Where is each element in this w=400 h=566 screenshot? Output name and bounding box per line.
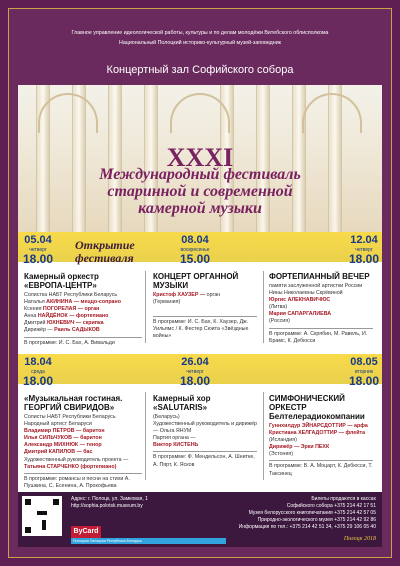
event-time: 18.00 [23,374,54,388]
event-program: В программе: И. С. Бах, А. Вивальди [24,339,115,346]
event-line: Партия органа — [153,435,196,442]
event-line: (Германия) [153,299,181,306]
event-date: 18.04 [24,356,52,368]
performer-name: Дмитрий [24,320,46,327]
event-line: Художественный руководитель и дирижёр — Ольга ЯНУМ [153,421,257,435]
event-line [24,299,142,306]
hall-title: Концертный зал Софийского собора [106,64,294,76]
event-line: Кристиана ХЕЛГАДОТТИР — флейта [269,430,366,437]
event-card [153,394,257,469]
event-line: Юргис АЛЕКНАВИЧЮС [269,297,331,304]
event-title: ФОРТЕПИАННЫЙ ВЕЧЕР [269,272,370,281]
year-label: Полоцк 2018 [343,536,376,542]
performer-name: Наталья [24,299,45,306]
event-card [24,272,142,347]
event-time: 15.00 [180,252,211,266]
event-line: Дмитрий КАПИЛОВ — бас [24,449,93,456]
ticket-line: Музея белорусского книгопечатания +375 214 42 57 05 [248,510,376,516]
footer-address-block [71,496,221,510]
performer-role: Раиль САДЫКОВ [54,327,100,334]
event-line: Гуннхилдур ЭЙНАРСДОТТИР — арфа [269,423,368,429]
event-line: Художественный руководитель проекта — [24,456,129,463]
event-program: В программе: романсы и песни на стихи А. Пушкина, С. Есенина, А. Прокофьева [24,475,130,489]
qr-code [22,496,62,536]
event-time: 18.00 [23,252,54,266]
event-program: В программе: В. А. Моцарт, К. Дебюсси, Т. Таксинец [269,463,373,477]
event-title: СИМФОНИЧЕСКИЙ ОРКЕСТР Белтелерадиокомпании [269,394,365,421]
festival-title-line-3: камерной музыки [138,200,262,217]
event-line: Татьяна СТАРЧЕНКО (фортепиано) [24,463,117,470]
event-title: КОНЦЕРТ ОРГАННОЙ МУЗЫКИ [153,272,239,290]
ticket-line: Природно-экологического музея +375 214 42 92 86 [257,517,376,523]
program-divider [153,316,257,317]
performer-name: Кристоф ХАУЗЕР — [153,292,206,298]
event-line: Народный артист Беларуси [24,421,92,428]
festival-title-line-1: Международный фестиваль [99,166,301,183]
festival-title-line-2: старинной и современной [107,183,293,200]
website-link[interactable]: http://sophia.polotsk.museum.by [71,503,143,509]
performer-role: НАЙДЁНОК — фортепиано [37,313,109,320]
event-day: среда [31,369,45,375]
header-line-1: Главное управление идеологической работы, культуры и по делам молодёжи Витебского облисполкома [71,30,329,36]
column-divider [263,392,264,480]
festival-number: XXXI [166,143,234,172]
event-line [153,292,257,299]
performer-name: Анна [24,313,37,320]
event-line: (Литва) [269,304,288,311]
event-time: 18.00 [349,374,380,388]
event-line: (Эстония) [269,451,294,458]
event-line: Виктор КИСТЕНЬ [153,442,199,449]
event-day: четверг [186,369,204,375]
header-line-2: Национальный Полоцкий историко-культурный музей-заповедник [119,40,281,46]
event-program: В программе: И. С. Бах, К. Хаузер, Дж. Уильямс / К. Фестер Сюита «Звёздные войны» [153,319,249,340]
event-card [24,394,142,490]
organ-arch [302,93,362,133]
program-divider [24,473,142,474]
column-divider [263,271,264,343]
event-title: «Музыкальная гостиная. ГЕОРГИЙ СВИРИДОВ» [24,394,123,412]
event-date: 08.04 [181,234,209,246]
event-date: 12.04 [350,234,378,246]
event-time: 18.00 [349,252,380,266]
event-line: памяти заслуженной артистки России Нины Николаевны Скрёвиной [269,283,363,297]
column-divider [145,392,146,480]
event-day: четверг [355,247,373,253]
performer-name: Ксения [24,306,42,313]
event-card [269,394,373,478]
event-card [269,272,373,345]
program-divider [269,460,373,461]
event-title: Камерный хор «SALUTARIS» [153,394,211,412]
event-time: 18.00 [180,374,211,388]
event-line: Владимир ПЕТРОВ — баритон [24,428,105,435]
ticket-info [226,496,376,531]
event-line [24,327,142,334]
bycard-logo: ByCard [71,526,101,538]
program-divider [153,451,257,452]
performer-role: ПОГОРЕЛАЯ — орган [42,306,100,313]
event-line: (Исландия) [269,437,297,444]
opening-label: Открытие фестиваля [75,238,135,265]
performer-role: АКИНИНА — меццо-сопрано [46,299,121,306]
event-day: четверг [29,247,47,253]
column-divider [145,271,146,343]
performer-role: ЮХНЕВИЧ — скрипка [46,320,104,327]
event-day: воскресенье [180,247,210,253]
partner-strip: Полоцкая Палацкая Республика Беларусь [71,538,226,544]
event-line: Дирижёр — Эрки ПЕХК [269,444,330,451]
event-day: вторник [354,369,374,375]
event-line: Солистка НАБТ Республики Беларусь [24,292,118,298]
header-text [0,28,400,48]
event-date: 05.04 [24,234,52,246]
event-date: 26.04 [181,356,209,368]
event-line: Солисты НАБТ Республики Беларусь [24,414,116,420]
festival-title [0,166,400,217]
address-text: Адрес: г. Полоцк, ул. Замковая, 1 [71,496,148,502]
performer-role: орган [206,292,221,298]
event-line: Мария САПАРГАЛИЕВА [269,311,332,318]
event-line: (Беларусь) [153,414,180,420]
program-divider [269,328,373,329]
program-divider [24,337,142,338]
event-line [24,320,142,327]
performer-name: Дирижёр — [24,327,53,334]
footer [18,492,382,547]
ticket-line: Информация по тел.: +375 214 42 51 34, +375 29 106 05 40 [238,524,376,530]
event-program: В программе: Ф. Мендельсон, А. Шнитке, А. Пярт, К. Ясков [153,454,255,468]
event-title: Камерный оркестр «ЕВРОПА-ЦЕНТР» [24,272,99,290]
event-line: Александр МИХНЮК — тенор [24,442,102,449]
event-line: Илья СИЛЬЧУКОВ — баритон [24,435,102,442]
event-card [153,272,257,340]
event-date: 08.05 [350,356,378,368]
ticket-line: Софийского собора +375 214 42 17 51 [286,503,376,509]
event-program: В программе: А. Скрябин, М. Равель, И. Брамс, К. Дебюсси [269,330,368,344]
ticket-title: Билеты продаются в кассах [311,496,376,502]
event-line: (Россия) [269,318,290,325]
